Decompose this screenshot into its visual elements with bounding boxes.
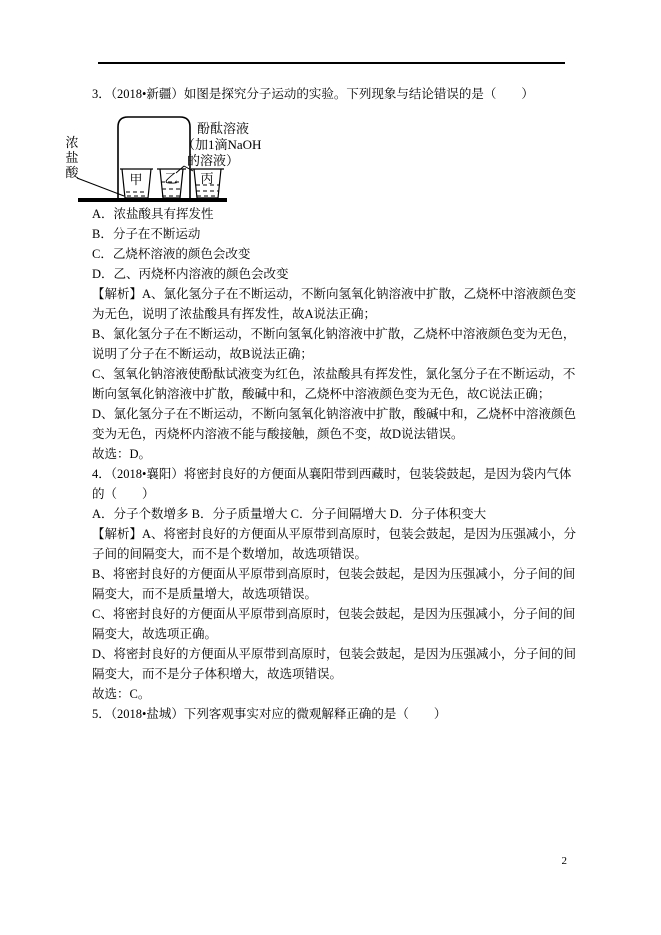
beaker-jia-label: 甲 xyxy=(129,172,143,187)
hcl-label-char-1: 浓 xyxy=(65,135,79,150)
phenolphthalein-label-line-2: （加1滴NaOH xyxy=(182,137,262,152)
hcl-leader-line xyxy=(77,178,124,196)
q4-analysis-b: B、将密封良好的方便面从平原带到高原时，包装会鼓起，是因为压强减小，分子间的间隔变大，而不是质量增大，故选项错误。 xyxy=(92,567,576,601)
beaker-yi-label: 乙 xyxy=(164,171,178,186)
q4-analysis-c: C、将密封良好的方便面从平原带到高原时，包装会鼓起，是因为压强减小，分子间的间隔变大，故选项正确。 xyxy=(92,607,576,641)
beaker-bing-liquid xyxy=(196,185,219,196)
question-3-stem: 3．（2018•新疆）如图是探究分子运动的实验。下列现象与结论错误的是（ ） xyxy=(92,87,534,101)
page-number: 2 xyxy=(561,855,567,867)
phenolphthalein-label-line-3: 的溶液） xyxy=(187,153,240,168)
beaker-bing-label: 丙 xyxy=(200,171,214,186)
phenolphthalein-label xyxy=(182,121,261,168)
beaker-jia-liquid xyxy=(126,192,147,196)
question-4-stem: 4．（2018•襄阳）将密封良好的方便面从襄阳带到西藏时，包装袋鼓起，是因为袋内气体的（ ） xyxy=(92,467,572,501)
q4-analysis-d: D、将密封良好的方便面从平原带到高原时，包装会鼓起，是因为压强减小，分子间的间隔变大，而不是分子体积增大，故选项错误。 xyxy=(92,647,577,681)
molecular-motion-diagram xyxy=(60,112,270,207)
q3-option-a: A．浓盐酸具有挥发性 xyxy=(92,207,214,221)
q3-option-c: C．乙烧杯溶液的颜色会改变 xyxy=(92,247,251,261)
q3-option-d: D．乙、丙烧杯内溶液的颜色会改变 xyxy=(92,267,289,281)
hcl-label-char-3: 酸 xyxy=(65,165,79,180)
experiment-figure xyxy=(65,114,581,204)
question-5-stem: 5．（2018•盐城）下列客观事实对应的微观解释正确的是（ ） xyxy=(92,707,447,721)
hcl-label-char-2: 盐 xyxy=(65,150,79,165)
q3-analysis-d: D、氯化氢分子在不断运动，不断向氢氧化钠溶液中扩散，酸碱中和，乙烧杯中溶液颜色变为无色，丙烧杯内溶液不能与酸接触，颜色不变，故D说法错误。 xyxy=(92,407,577,441)
q4-answer: 故选：C。 xyxy=(92,687,151,701)
hcl-label xyxy=(65,135,79,180)
q4-options-line: A．分子个数增多 B．分子质量增大 C．分子间隔增大 D．分子体积变大 xyxy=(92,507,487,521)
q3-answer: 故选：D。 xyxy=(92,447,152,461)
q3-analysis-b: B、氯化氢分子在不断运动，不断向氢氧化钠溶液中扩散，乙烧杯中溶液颜色变为无色，说明了分子在不断运动，故B说法正确； xyxy=(92,327,576,361)
q3-analysis-a: 【解析】A、氯化氢分子在不断运动，不断向氢氧化钠溶液中扩散，乙烧杯中溶液颜色变为无色，说明了浓盐酸具有挥发性，故A说法正确； xyxy=(92,287,577,321)
q3-analysis-c: C、氢氧化钠溶液使酚酞试液变为红色，浓盐酸具有挥发性，氯化氢分子在不断运动，不断向氢氧化钠溶液中扩散，酸碱中和，乙烧杯中溶液颜色变为无色，故C说法正确； xyxy=(92,367,576,401)
phenolphthalein-label-line-1: 酚酞溶液 xyxy=(197,121,250,136)
q3-option-b: B．分子在不断运动 xyxy=(92,227,201,241)
q4-analysis-a: 【解析】A、将密封良好的方便面从平原带到高原时，包装会鼓起，是因为压强减小，分子间的间隔变大，而不是个数增加，故选项错误。 xyxy=(92,527,577,561)
header-rule xyxy=(98,62,565,64)
page-content xyxy=(65,84,581,724)
